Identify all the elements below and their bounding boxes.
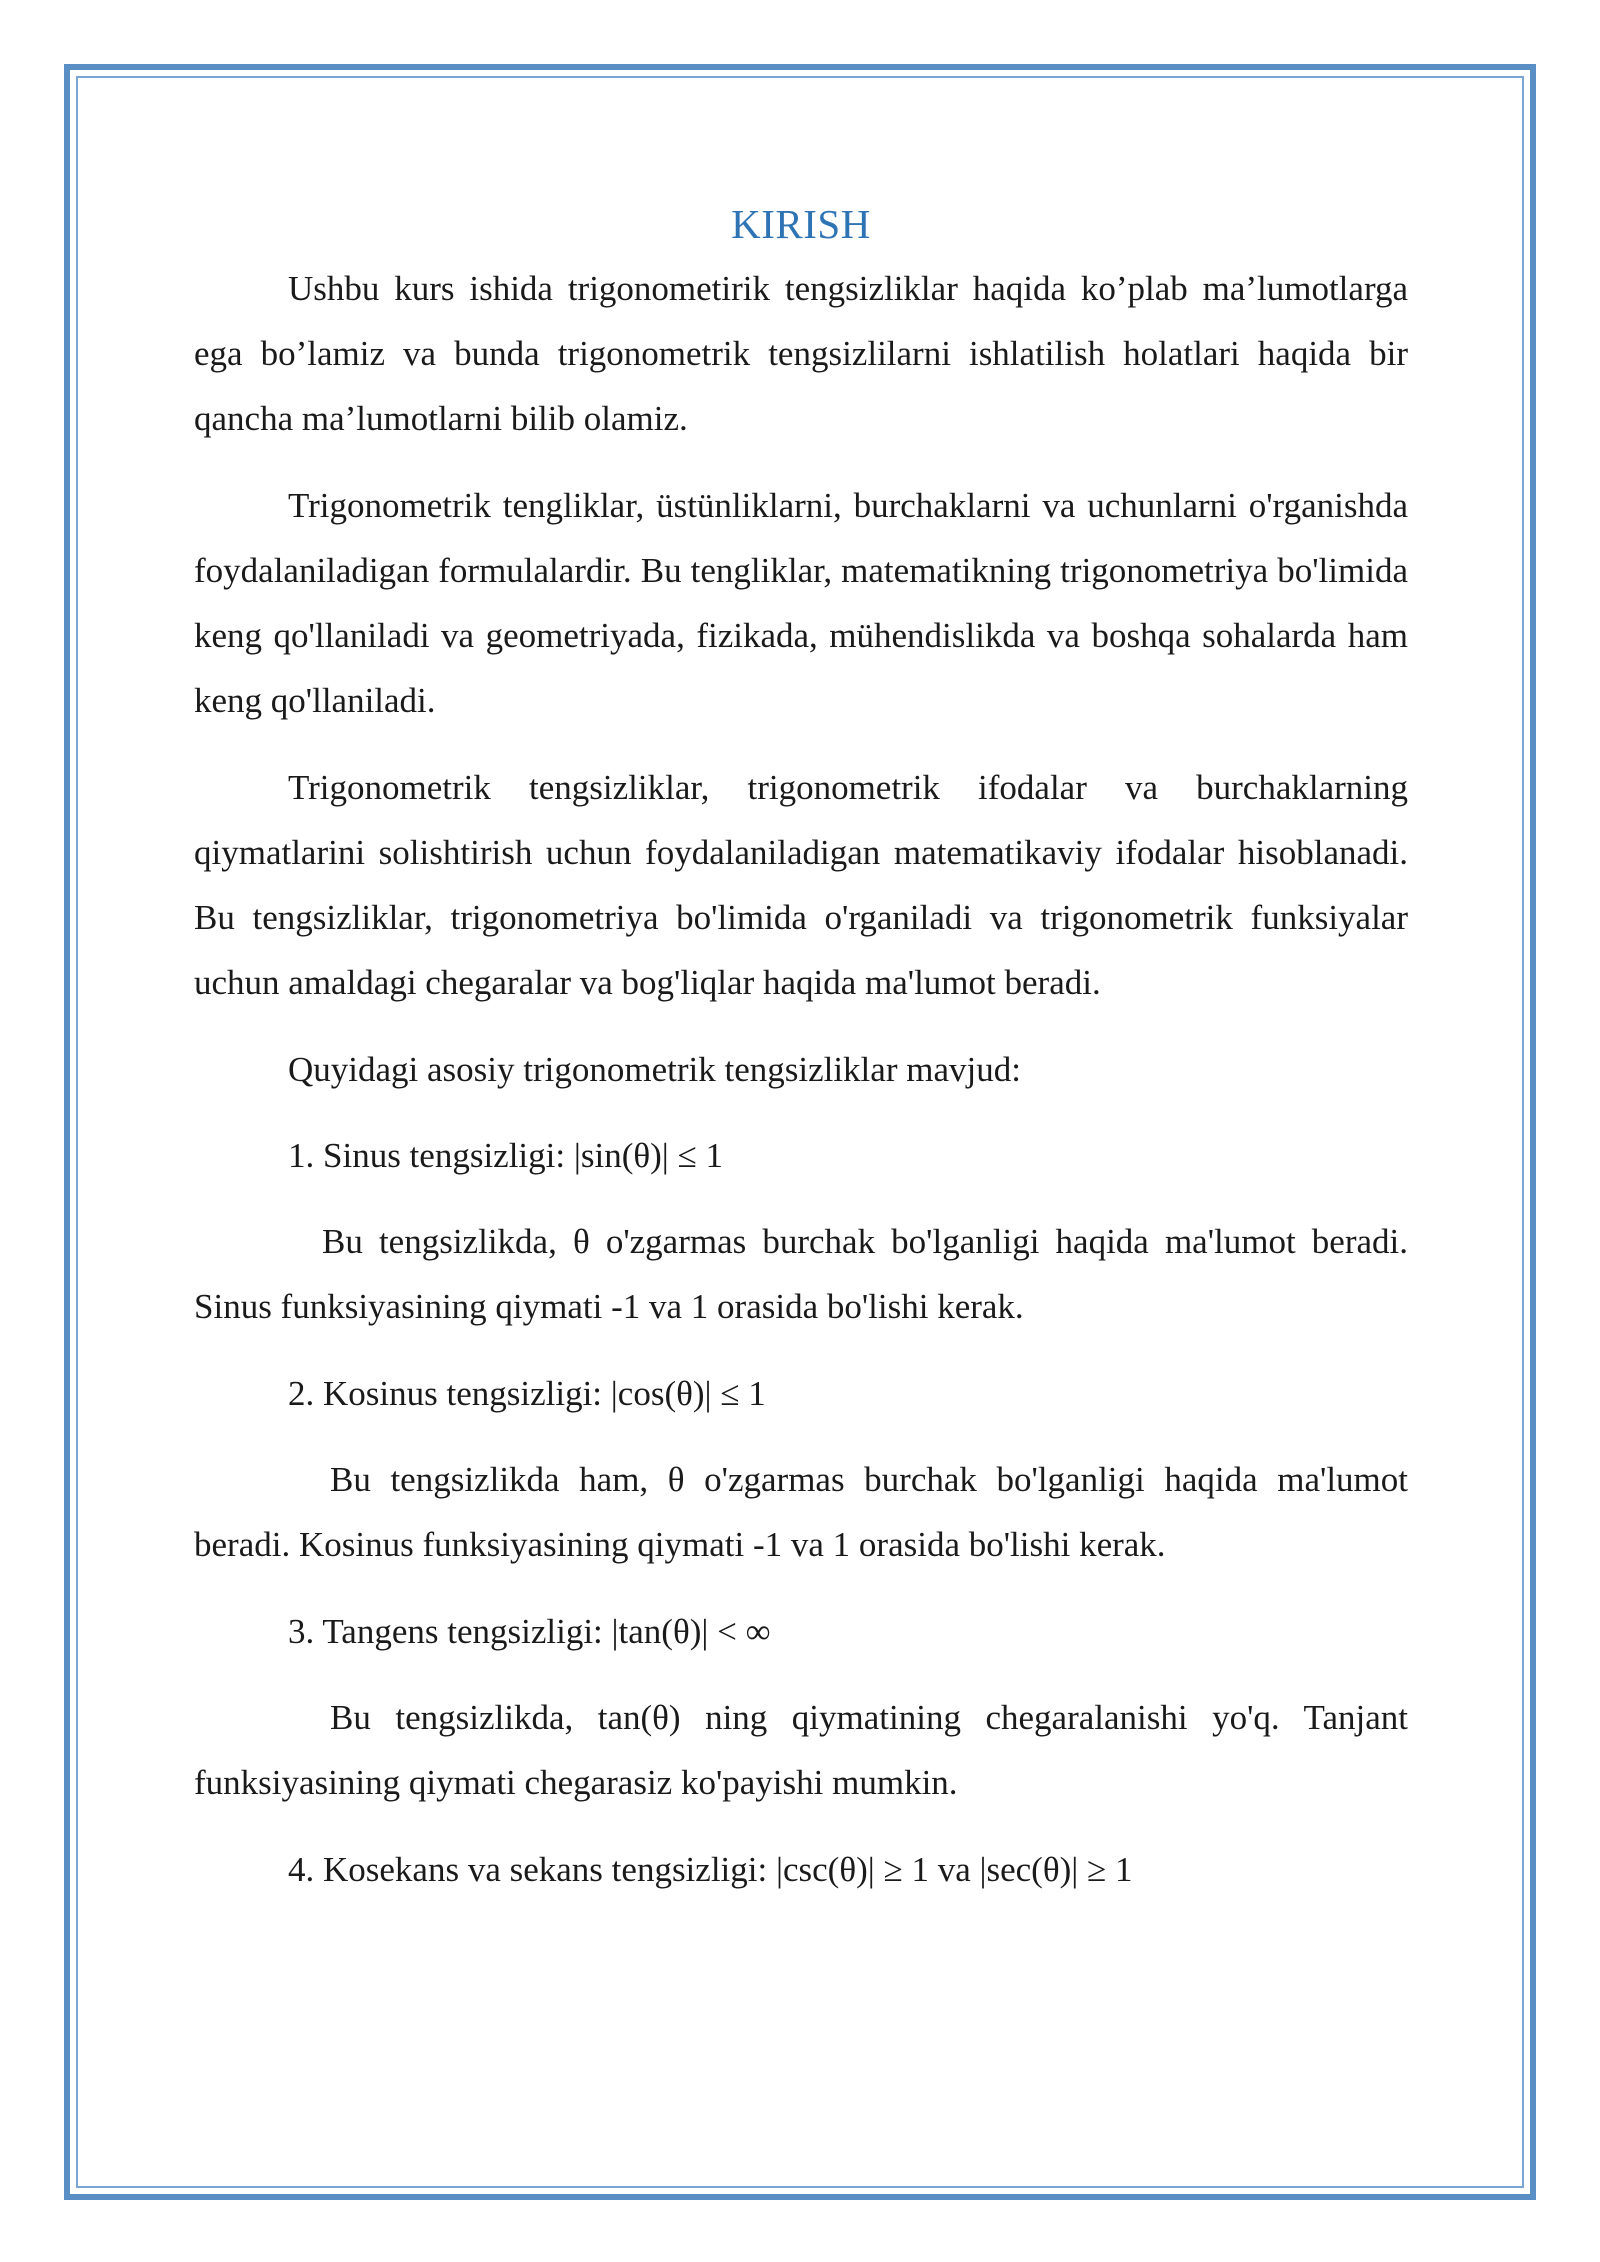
section-heading: KIRISH: [731, 201, 871, 247]
list-item-title-3: 3. Tangens tengsizligi: |tan(θ)| < ∞: [288, 1612, 771, 1651]
list-item-title-1: 1. Sinus tengsizligi: |sin(θ)| ≤ 1: [288, 1136, 723, 1175]
list-item-explanation-2: Bu tengsizlikda ham, θ o'zgarmas burchak bo'lganligi haqida ma'lumot beradi. Kosinus funksiyasining qiymati -1 va 1 orasida bo'lishi kerak.: [194, 1460, 1408, 1564]
list-item-explanation-1: Bu tengsizlikda, θ o'zgarmas burchak bo'lganligi haqida ma'lumot beradi. Sinus funksiyasining qiymati -1 va 1 orasida bo'lishi kerak.: [194, 1222, 1408, 1326]
list-intro: Quyidagi asosiy trigonometrik tengsizliklar mavjud:: [288, 1050, 1021, 1089]
paragraph-3: Trigonometrik tengsizliklar, trigonometrik ifodalar va burchaklarning qiymatlarini solishtirish uchun foydalaniladigan matematikaviy ifodalar hisoblanadi. Bu tengsizliklar, trigonometriya bo'limida o'rganiladi va trigonometrik funksiyalar uchun amaldagi chegaralar va bog'liqlar haqida ma'lumot beradi.: [194, 768, 1408, 1002]
list-item-title-4: 4. Kosekans va sekans tengsizligi: |csc(θ)| ≥ 1 va |sec(θ)| ≥ 1: [288, 1850, 1133, 1889]
document-body: [194, 198, 1408, 1923]
paragraph-1: Ushbu kurs ishida trigonometirik tengsizliklar haqida ko’plab ma’lumotlarga ega bo’lamiz va bunda trigonometrik tengsizlilarni ishlatilish holatlari haqida bir qancha ma’lumotlarni bilib olamiz.: [194, 269, 1408, 438]
list-item-explanation-3: Bu tengsizlikda, tan(θ) ning qiymatining chegaralanishi yo'q. Tanjant funksiyasining qiymati chegarasiz ko'payishi mumkin.: [194, 1698, 1408, 1802]
paragraph-2: Trigonometrik tengliklar, üstünliklarni, burchaklarni va uchunlarni o'rganishda foydalaniladigan formulalardir. Bu tengliklar, matematikning trigonometriya bo'limida keng qo'llaniladi va geometriyada, fizikada, mühendislikda va boshqa sohalarda ham keng qo'llaniladi.: [194, 486, 1408, 720]
list-item-title-2: 2. Kosinus tengsizligi: |cos(θ)| ≤ 1: [288, 1374, 766, 1413]
